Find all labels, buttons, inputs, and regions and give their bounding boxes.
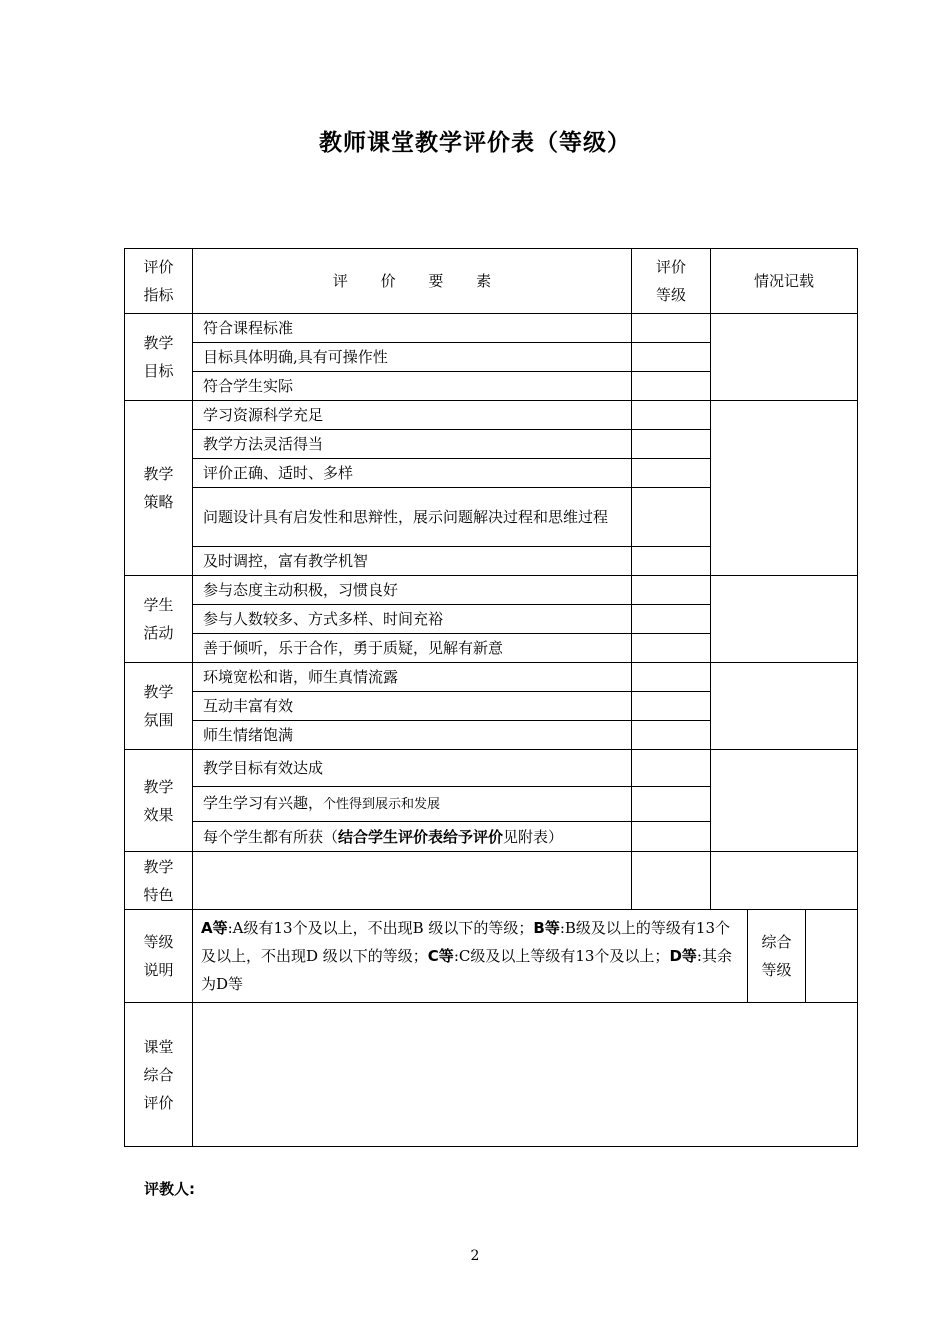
grade-explain-text: [193, 910, 748, 1003]
comprehensive-row: [125, 1003, 858, 1147]
indicator-line: 说明: [143, 961, 174, 979]
grade-cell[interactable]: [632, 488, 711, 547]
indicator-line: 活动: [143, 624, 174, 642]
feature-content-cell[interactable]: [193, 852, 632, 910]
page-number: 2: [470, 1248, 480, 1264]
page-title: 教师课堂教学评价表（等级）: [319, 130, 631, 156]
element-item: 问题设计具有启发性和思辩性，展示问题解决过程和思维过程: [193, 488, 632, 547]
element-item: 环境宽松和谐，师生真情流露: [193, 663, 632, 692]
element-item-small: 个性得到展示和发展: [323, 797, 441, 812]
indicator-cell: [125, 852, 193, 910]
record-cell[interactable]: [711, 314, 858, 401]
indicator-line: 教学: [143, 857, 174, 876]
grade-cell[interactable]: [632, 459, 711, 488]
header-record: 情况记载: [711, 249, 858, 314]
grade-cell[interactable]: [632, 750, 711, 787]
header-indicator: [125, 249, 193, 314]
grade-cell[interactable]: [632, 430, 711, 459]
indicator-cell: [125, 401, 193, 576]
header-grade-line2: 等级: [655, 286, 686, 304]
grade-cell[interactable]: [632, 634, 711, 663]
element-item: 学习资源科学充足: [193, 401, 632, 430]
grade-a-label: A等: [201, 919, 228, 937]
element-item: 符合学生实际: [193, 372, 632, 401]
header-grade: [632, 249, 711, 314]
indicator-line: 课堂: [143, 1037, 174, 1056]
record-cell[interactable]: [711, 576, 858, 663]
element-item-main: 学生学习有兴趣，: [203, 794, 324, 812]
grade-c-text: :C级及以上等级有13个及以上；: [453, 947, 670, 965]
indicator-cell: [125, 663, 193, 750]
element-item: [193, 787, 632, 822]
indicator-line: 综合: [143, 1065, 174, 1084]
grade-cell[interactable]: [632, 663, 711, 692]
record-cell[interactable]: [711, 852, 858, 910]
indicator-line: 策略: [143, 493, 174, 511]
record-cell[interactable]: [711, 750, 858, 852]
element-item: 教学目标有效达成: [193, 750, 632, 787]
header-indicator-line2: 指标: [143, 286, 174, 304]
indicator-line: 教学: [143, 465, 174, 483]
indicator-line: 教学: [143, 777, 174, 796]
element-item: [193, 822, 632, 852]
grade-cell[interactable]: [632, 547, 711, 576]
indicator-cell: [125, 1003, 193, 1147]
grade-b-text: :B级及以上的等级有13个及以上，不出现D 级以下的等级；: [201, 919, 730, 965]
overall-grade-label: [748, 910, 806, 1003]
grade-b-label: B等: [533, 919, 560, 937]
feature-row: [125, 852, 858, 910]
grade-cell[interactable]: [632, 787, 711, 822]
element-item: 评价正确、适时、多样: [193, 459, 632, 488]
header-elements: 评 价 要 素: [193, 249, 632, 314]
table-row: [125, 401, 858, 430]
header-indicator-line1: 评价: [143, 258, 174, 276]
indicator-line: 教学: [143, 334, 174, 352]
element-item: 目标具体明确,具有可操作性: [193, 343, 632, 372]
indicator-line: 特色: [143, 885, 174, 904]
header-row: [125, 249, 858, 314]
element-item: 互动丰富有效: [193, 692, 632, 721]
indicator-line: 效果: [143, 805, 174, 824]
grade-cell[interactable]: [632, 372, 711, 401]
evaluator-label: 评教人:: [144, 1180, 195, 1198]
grade-cell[interactable]: [632, 605, 711, 634]
grade-cell[interactable]: [632, 822, 711, 852]
grade-cell[interactable]: [632, 576, 711, 605]
overall-grade-line: 等级: [761, 961, 792, 979]
indicator-line: 等级: [143, 933, 174, 951]
grade-d-label: D等: [669, 947, 697, 965]
element-item: 善于倾听，乐于合作，勇于质疑，见解有新意: [193, 634, 632, 663]
indicator-cell: [125, 910, 193, 1003]
table-row: [125, 663, 858, 692]
element-item: 符合课程标准: [193, 314, 632, 343]
indicator-cell: [125, 314, 193, 401]
indicator-line: 学生: [143, 596, 174, 614]
table-row: [125, 750, 858, 787]
record-cell[interactable]: [711, 663, 858, 750]
table-row: [125, 314, 858, 343]
element-item: 参与人数较多、方式多样、时间充裕: [193, 605, 632, 634]
indicator-line: 教学: [143, 683, 174, 701]
record-cell[interactable]: [711, 401, 858, 576]
overall-grade-cell[interactable]: [806, 910, 858, 1003]
indicator-line: 氛围: [143, 711, 174, 729]
element-item: 师生情绪饱满: [193, 721, 632, 750]
grade-cell[interactable]: [632, 314, 711, 343]
grade-cell[interactable]: [632, 721, 711, 750]
evaluation-table: [124, 248, 858, 1147]
element-item-bold: 结合学生评价表给予评价: [338, 827, 504, 846]
element-item: 及时调控，富有教学机智: [193, 547, 632, 576]
header-grade-line1: 评价: [655, 258, 686, 276]
table-row: [125, 576, 858, 605]
grade-a-text: :A级有13个及以上，不出现B 级以下的等级；: [227, 919, 534, 937]
indicator-cell: [125, 750, 193, 852]
grade-d-text: :其余为D等: [201, 947, 732, 993]
grade-cell[interactable]: [632, 692, 711, 721]
indicator-cell: [125, 576, 193, 663]
indicator-line: 目标: [143, 362, 174, 380]
grade-explain-row: [125, 910, 858, 1003]
comprehensive-content-cell[interactable]: [193, 1003, 858, 1147]
grade-cell[interactable]: [632, 401, 711, 430]
element-item-pre: 每个学生都有所获（: [203, 827, 339, 846]
indicator-line: 评价: [143, 1093, 174, 1112]
grade-c-label: C等: [427, 947, 454, 965]
element-item: 参与态度主动积极，习惯良好: [193, 576, 632, 605]
overall-grade-line: 综合: [761, 933, 792, 951]
element-item-post: 见附表）: [503, 827, 564, 846]
grade-cell[interactable]: [632, 852, 711, 910]
grade-cell[interactable]: [632, 343, 711, 372]
element-item: 教学方法灵活得当: [193, 430, 632, 459]
